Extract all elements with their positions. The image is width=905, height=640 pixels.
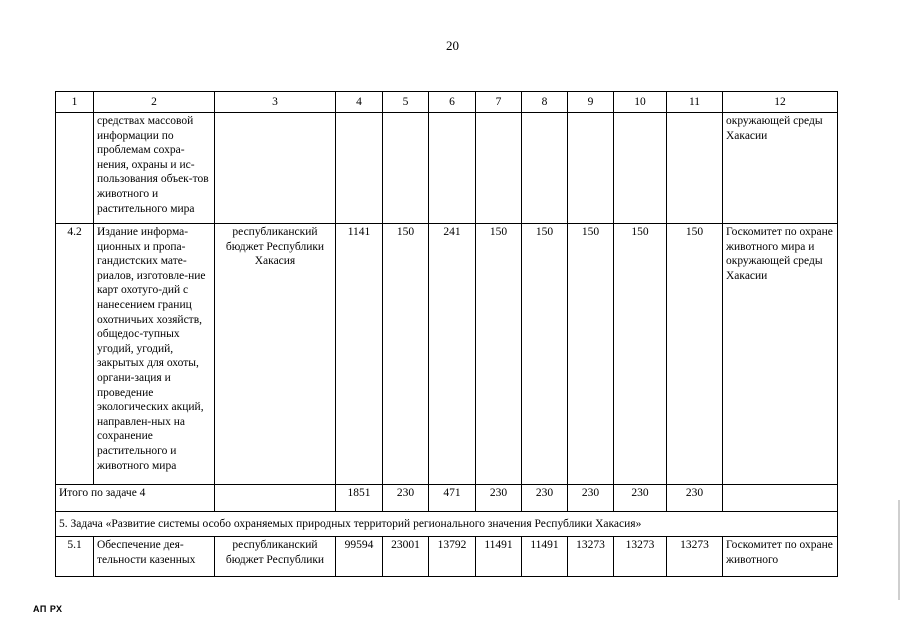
cell-value: 13273	[667, 537, 723, 577]
table-row-continuation	[56, 113, 838, 224]
cell-empty	[667, 113, 723, 224]
cell-total-label: Итого по задаче 4	[56, 485, 215, 512]
cell-empty	[614, 113, 667, 224]
header-cell: 12	[723, 92, 838, 113]
cell-executor: Госкомитет по охране животного	[723, 537, 838, 577]
header-cell: 3	[215, 92, 336, 113]
cell-value: 241	[429, 224, 476, 485]
cell-empty	[723, 485, 838, 512]
cell-item-number: 4.2	[56, 224, 94, 485]
cell-empty	[56, 113, 94, 224]
cell-value: 13792	[429, 537, 476, 577]
table-row-task-5-heading	[56, 512, 838, 537]
cell-value: 150	[522, 224, 568, 485]
header-cell: 5	[383, 92, 429, 113]
cell-value: 1141	[336, 224, 383, 485]
cell-item-number: 5.1	[56, 537, 94, 577]
cell-empty	[476, 113, 522, 224]
cell-value: 11491	[522, 537, 568, 577]
cell-value: 13273	[568, 537, 614, 577]
footer-code: АП РХ	[33, 604, 63, 614]
cell-funding-source: республиканский бюджет Республики Хакасия	[215, 224, 336, 485]
cell-value: 1851	[336, 485, 383, 512]
header-cell: 11	[667, 92, 723, 113]
program-table	[55, 91, 838, 577]
cell-empty	[568, 113, 614, 224]
page-number: 20	[446, 38, 459, 53]
cell-value: 471	[429, 485, 476, 512]
cell-event-name: средствах массовой информации по проблемам сохра-нения, охраны и ис-пользования объек-тов животного и растительного мира	[94, 113, 215, 224]
cell-value: 230	[383, 485, 429, 512]
table-header-row	[56, 92, 838, 113]
cell-value: 150	[614, 224, 667, 485]
header-cell: 8	[522, 92, 568, 113]
cell-empty	[215, 485, 336, 512]
header-cell: 10	[614, 92, 667, 113]
header-cell: 4	[336, 92, 383, 113]
cell-value: 230	[614, 485, 667, 512]
cell-value: 230	[522, 485, 568, 512]
header-cell: 7	[476, 92, 522, 113]
cell-value: 230	[667, 485, 723, 512]
cell-empty	[336, 113, 383, 224]
cell-funding-source: республиканский бюджет Республики	[215, 537, 336, 577]
cell-task-heading: 5. Задача «Развитие системы особо охраняемых природных территорий регионального значения Республики Хакасия»	[56, 512, 838, 537]
table-row-total-task-4	[56, 485, 838, 512]
cell-empty	[522, 113, 568, 224]
cell-value: 230	[476, 485, 522, 512]
cell-event-name: Издание информа-ционных и пропа-гандистских мате-риалов, изготовле-ние карт охотуго-дий с нанесением границ охотничьих хозяйств, общедос-тупных угодий, угодий, закрытых для охоты, органи-зация и проведение экологических акций, направлен-ных на сохранение растительного и животного мира	[94, 224, 215, 485]
cell-value: 13273	[614, 537, 667, 577]
cell-empty	[383, 113, 429, 224]
cell-value: 23001	[383, 537, 429, 577]
header-cell: 1	[56, 92, 94, 113]
header-cell: 9	[568, 92, 614, 113]
cell-value: 230	[568, 485, 614, 512]
header-cell: 2	[94, 92, 215, 113]
cell-value: 150	[476, 224, 522, 485]
cell-value: 150	[568, 224, 614, 485]
cell-empty	[429, 113, 476, 224]
cell-empty	[215, 113, 336, 224]
cell-executor: окружающей среды Хакасии	[723, 113, 838, 224]
cell-value: 150	[667, 224, 723, 485]
header-cell: 6	[429, 92, 476, 113]
table-row-4-2	[56, 224, 838, 485]
scan-edge-mark	[898, 500, 900, 600]
cell-value: 150	[383, 224, 429, 485]
cell-value: 99594	[336, 537, 383, 577]
cell-executor: Госкомитет по охране животного мира и окружающей среды Хакасии	[723, 224, 838, 485]
cell-value: 11491	[476, 537, 522, 577]
table-row-5-1	[56, 537, 838, 577]
cell-event-name: Обеспечение дея-тельности казенных	[94, 537, 215, 577]
